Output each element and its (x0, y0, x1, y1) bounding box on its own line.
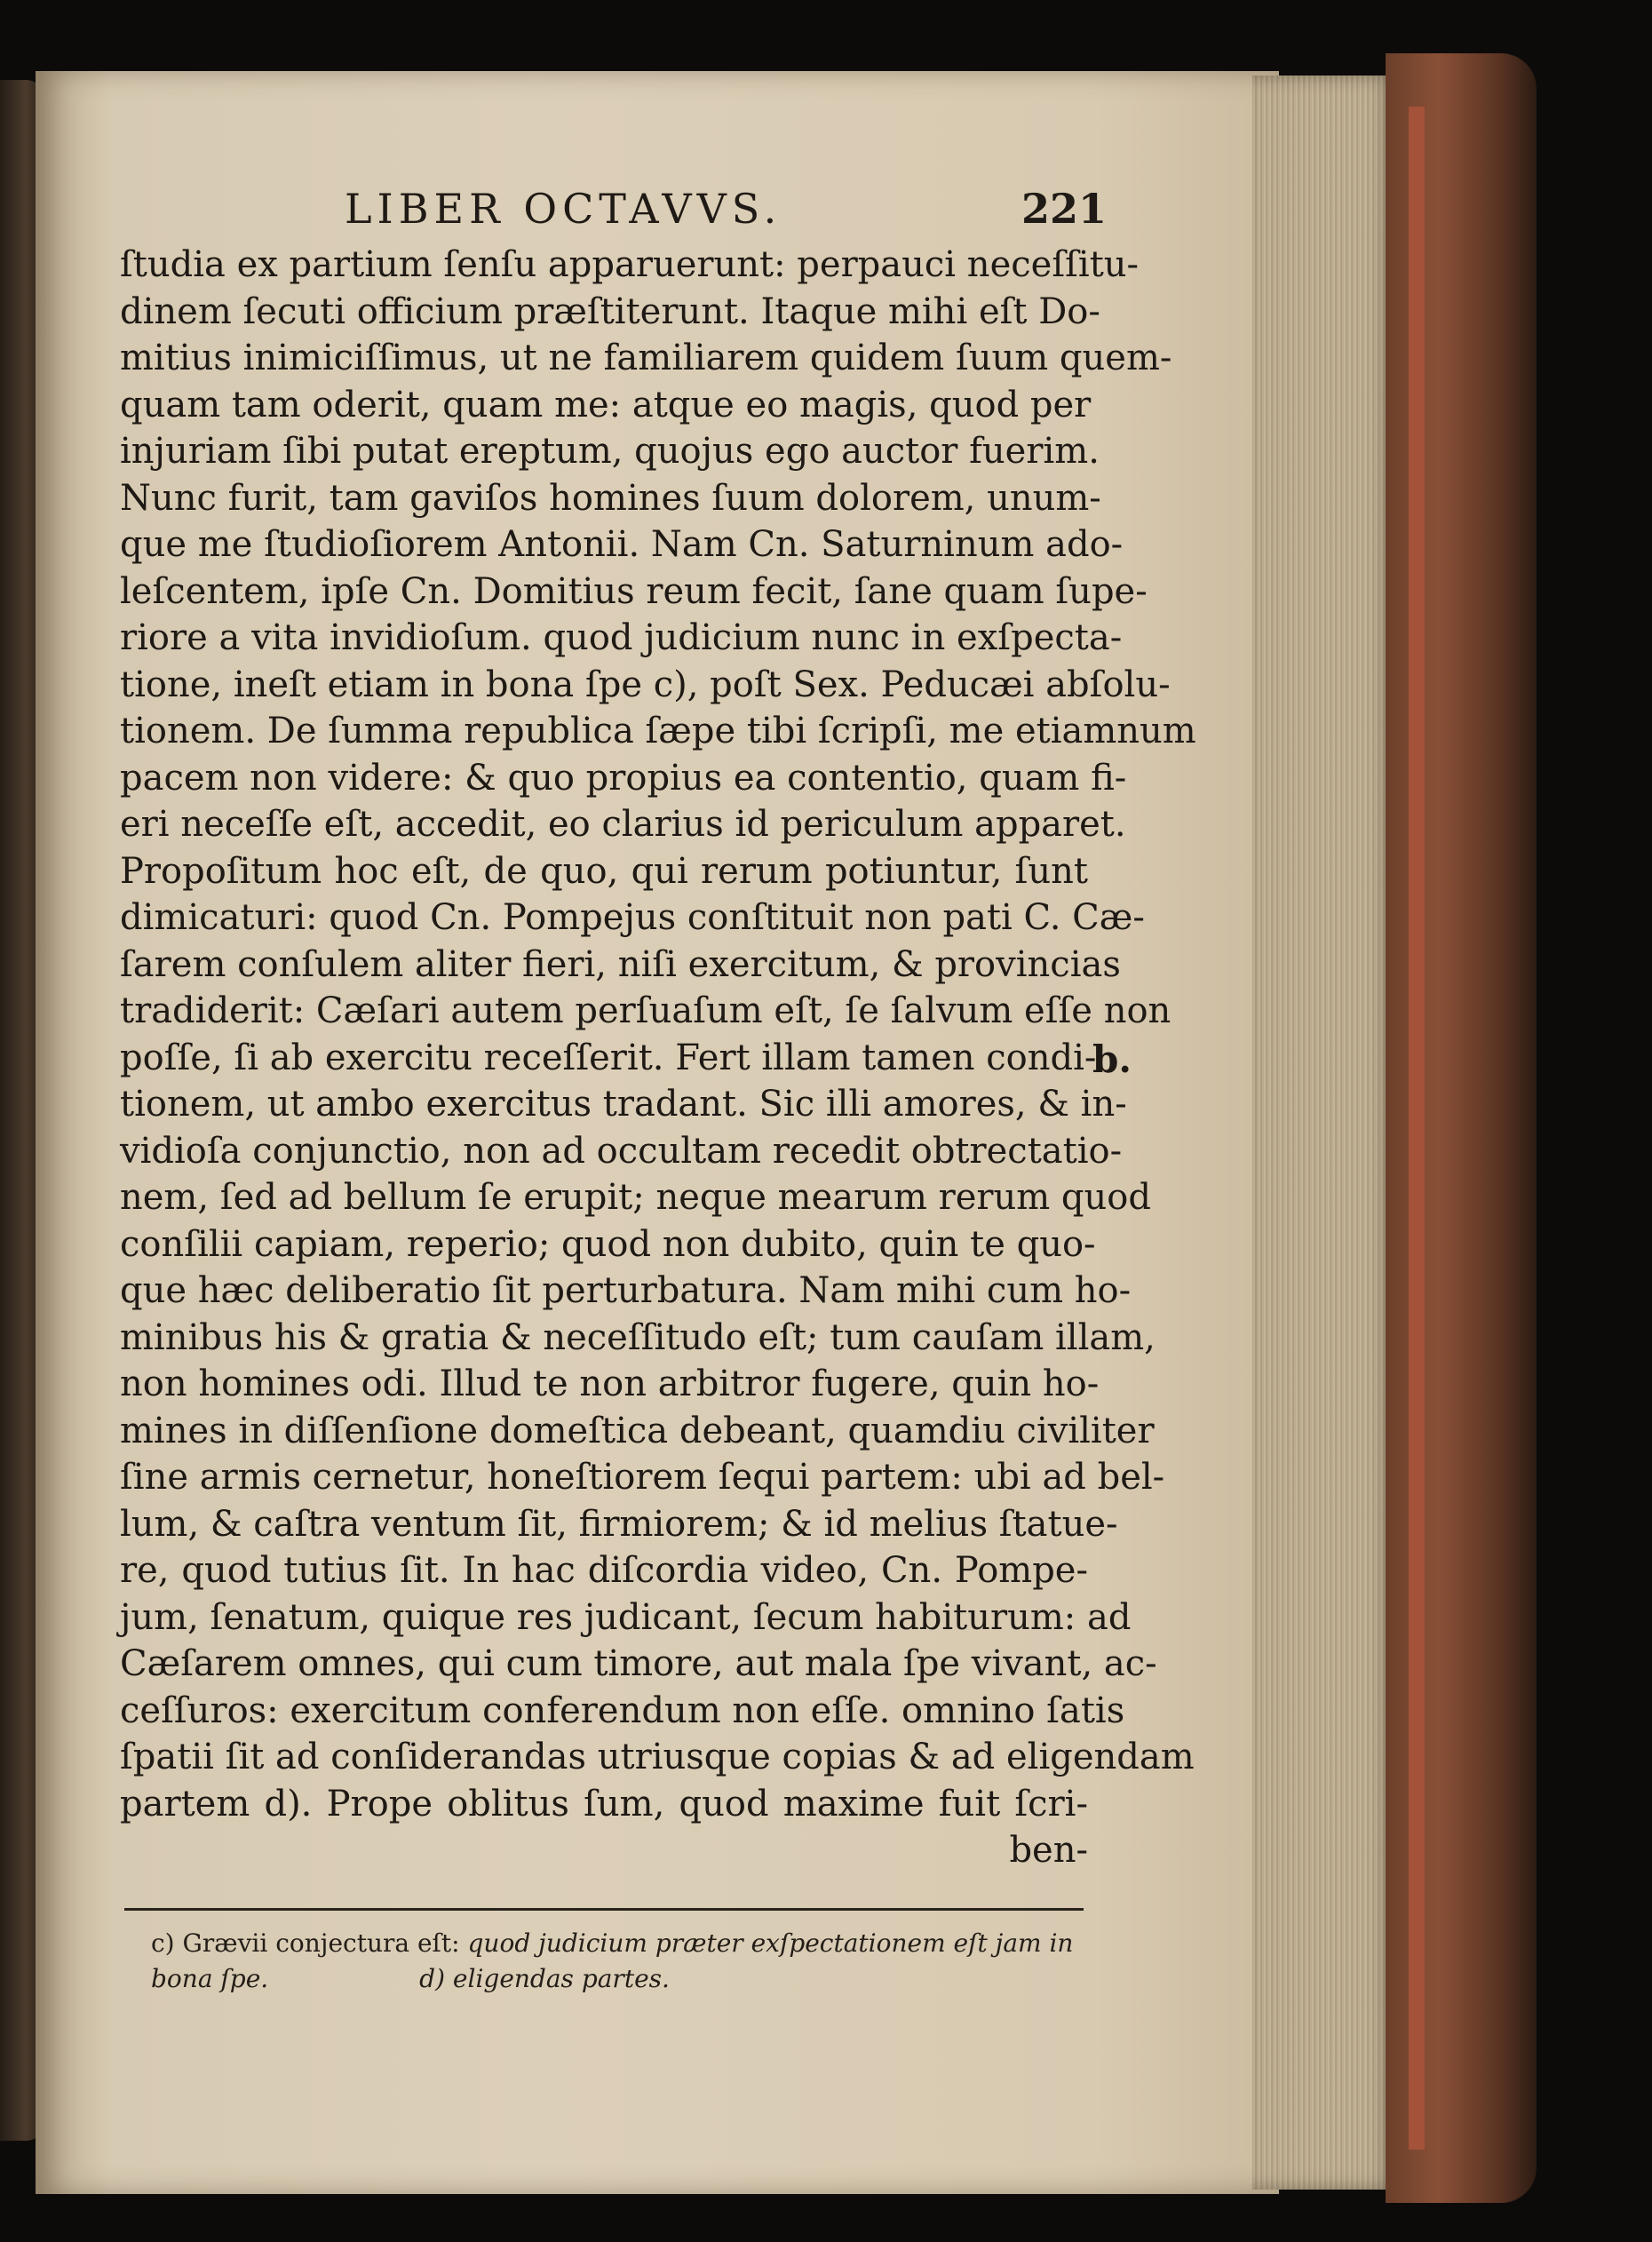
text-line: ſarem conſulem aliter fieri, niſi exercitum, & provincias (120, 943, 1121, 985)
text-line: que me ſtudioſiorem Antonii. Nam Cn. Saturninum ado- (120, 524, 1124, 565)
text-line: non homines odi. Illud te non arbitror fugere, quin ho- (120, 1363, 1100, 1404)
text-line: quam tam oderit, quam me: atque eo magis, quod per (120, 384, 1092, 425)
footnote-line-2 (151, 1961, 1084, 1997)
text-line: poſſe, ſi ab exercitu receſſerit. Fert illam tamen condi- (120, 1037, 1097, 1078)
text-line: Nunc furit, tam gaviſos homines ſuum dolorem, unum- (120, 477, 1101, 519)
text-line: lum, & caſtra ventum ſit, firmiorem; & id melius ſtatue- (120, 1503, 1118, 1545)
text-line: tionem, ut ambo exercitus tradant. Sic illi amores, & in- (120, 1084, 1127, 1125)
text-line: pacem non videre: & quo propius ea contentio, quam fi- (120, 757, 1127, 799)
text-line: minibus his & gratia & neceſſitudo eſt; tum cauſam illam, (120, 1316, 1156, 1358)
footnote-d-text: d) eligendas partes. (419, 1964, 670, 1993)
text-line: nem, ſed ad bellum ſe erupit; neque mearum rerum quod (120, 1177, 1151, 1218)
text-line: ben- (1009, 1830, 1088, 1871)
book-cover-right (1386, 53, 1537, 2203)
text-line: tione, ineſt etiam in bona ſpe c), poſt Sex. Peducæi abſolu- (120, 664, 1171, 705)
text-line: leſcentem, ipſe Cn. Domitius reum fecit, ſane quam ſupe- (120, 570, 1148, 612)
footnote-c-text-cont: bona ſpe. (151, 1964, 269, 1993)
text-line: mines in diſſenſione domeſtica debeant, quamdiu civiliter (120, 1410, 1155, 1451)
text-line: dimicaturi: quod Cn. Pompejus conſtituit non pati C. Cæ- (120, 897, 1145, 938)
text-line: tradiderit: Cæſari autem perſuaſum eſt, ſe ſalvum eſſe non (120, 990, 1171, 1031)
text-line: riore a vita invidioſum. quod judicium nunc in exſpecta- (120, 617, 1123, 658)
footnote-c-text: quod judicium præter exſpectationem eſt jam in (467, 1928, 1074, 1958)
text-line: dinem ſecuti officium præſtiterunt. Itaque mihi eſt Do- (120, 290, 1100, 332)
text-line: injuriam ſibi putat ereptum, quojus ego auctor fuerim. (120, 431, 1100, 472)
body-text (120, 242, 1196, 1874)
text-line: ſtudia ex partium ſenſu apparuerunt: perpauci neceſſitu- (120, 244, 1140, 285)
text-line: Propoſitum hoc eſt, de quo, qui rerum potiuntur, ſunt (120, 850, 1088, 892)
margin-note: b. (1092, 1038, 1132, 1081)
page-edges (1252, 76, 1394, 2190)
footnote-line-1 (151, 1926, 1084, 1961)
running-head: LIBER OCTAVVS. (345, 185, 782, 233)
text-line: ſine armis cernetur, honeſtiorem ſequi partem: ubi ad bel- (120, 1457, 1165, 1498)
footnote-rule (124, 1908, 1084, 1911)
footnote-c-label: c) Grævii conjectura eſt: (151, 1928, 460, 1958)
text-line: mitius inimiciſſimus, ut ne familiarem quidem ſuum quem- (120, 338, 1172, 378)
text-line: conſilii capiam, reperio; quod non dubito, quin te quo- (120, 1223, 1096, 1265)
page-number: 221 (1021, 185, 1108, 233)
text-line: ceſſuros: exercitum conferendum non eſſe. omnino ſatis (120, 1689, 1125, 1731)
text-line: jum, ſenatum, quique res judicant, ſecum habiturum: ad (120, 1596, 1132, 1638)
text-line: ſpatii ſit ad conſiderandas utriusque copias & ad eligendam (120, 1737, 1195, 1777)
text-line: re, quod tutius ſit. In hac diſcordia video, Cn. Pompe- (120, 1550, 1088, 1591)
text-line: Cæſarem omnes, qui cum timore, aut mala ſpe vivant, ac- (120, 1643, 1157, 1684)
text-line: eri neceſſe eſt, accedit, eo clarius id periculum apparet. (120, 804, 1126, 845)
footnotes (151, 1926, 1084, 1997)
text-line: vidioſa conjunctio, non ad occultam recedit obtrectatio- (120, 1130, 1123, 1172)
text-line: que hæc deliberatio ſit perturbatura. Nam mihi cum ho- (120, 1270, 1132, 1311)
text-line: partem d). Prope oblitus ſum, quod maxime fuit ſcri- (120, 1783, 1088, 1825)
text-line: tionem. De ſumma republica ſæpe tibi ſcripſi, me etiamnum (120, 711, 1196, 751)
red-edge-stripe (1409, 107, 1425, 2150)
